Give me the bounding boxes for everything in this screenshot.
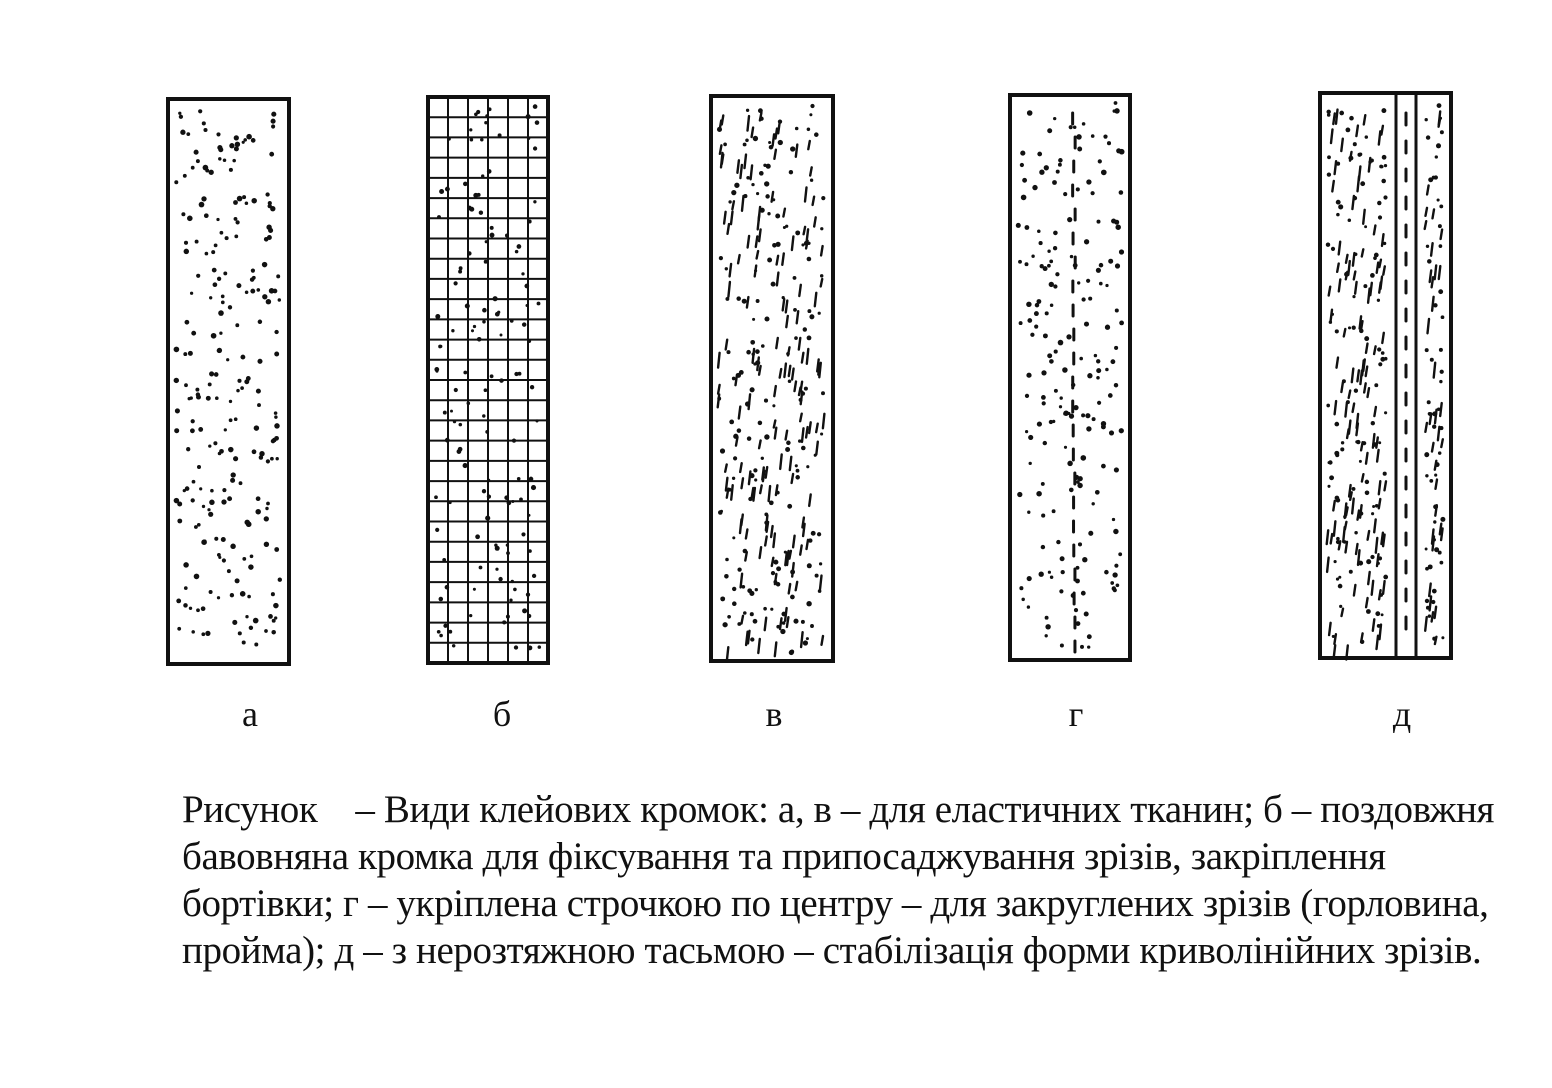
caption-title: Рисунок [182,788,318,831]
label-g: г [1068,694,1084,734]
label-a: а [242,694,258,734]
dash-texture [1425,111,1443,644]
label-b: б [492,694,512,734]
label-d: д [1392,694,1412,734]
label-v: в [765,694,783,734]
tape [1396,93,1416,658]
figure-caption [182,786,1512,974]
caption-text: – Види клейових кромок: а, в – для еластичних тканин; б – поздовжня бавовняна кромка для фіксування та припосаджування зрізів, закріплення бортівки; г – укріплена строчкою по центру – для закруглених зрізів (горловина, пройма); д – з нерозтяжною тасьмою – стабілізація форми криволінійних зрізів. [182,788,1495,972]
